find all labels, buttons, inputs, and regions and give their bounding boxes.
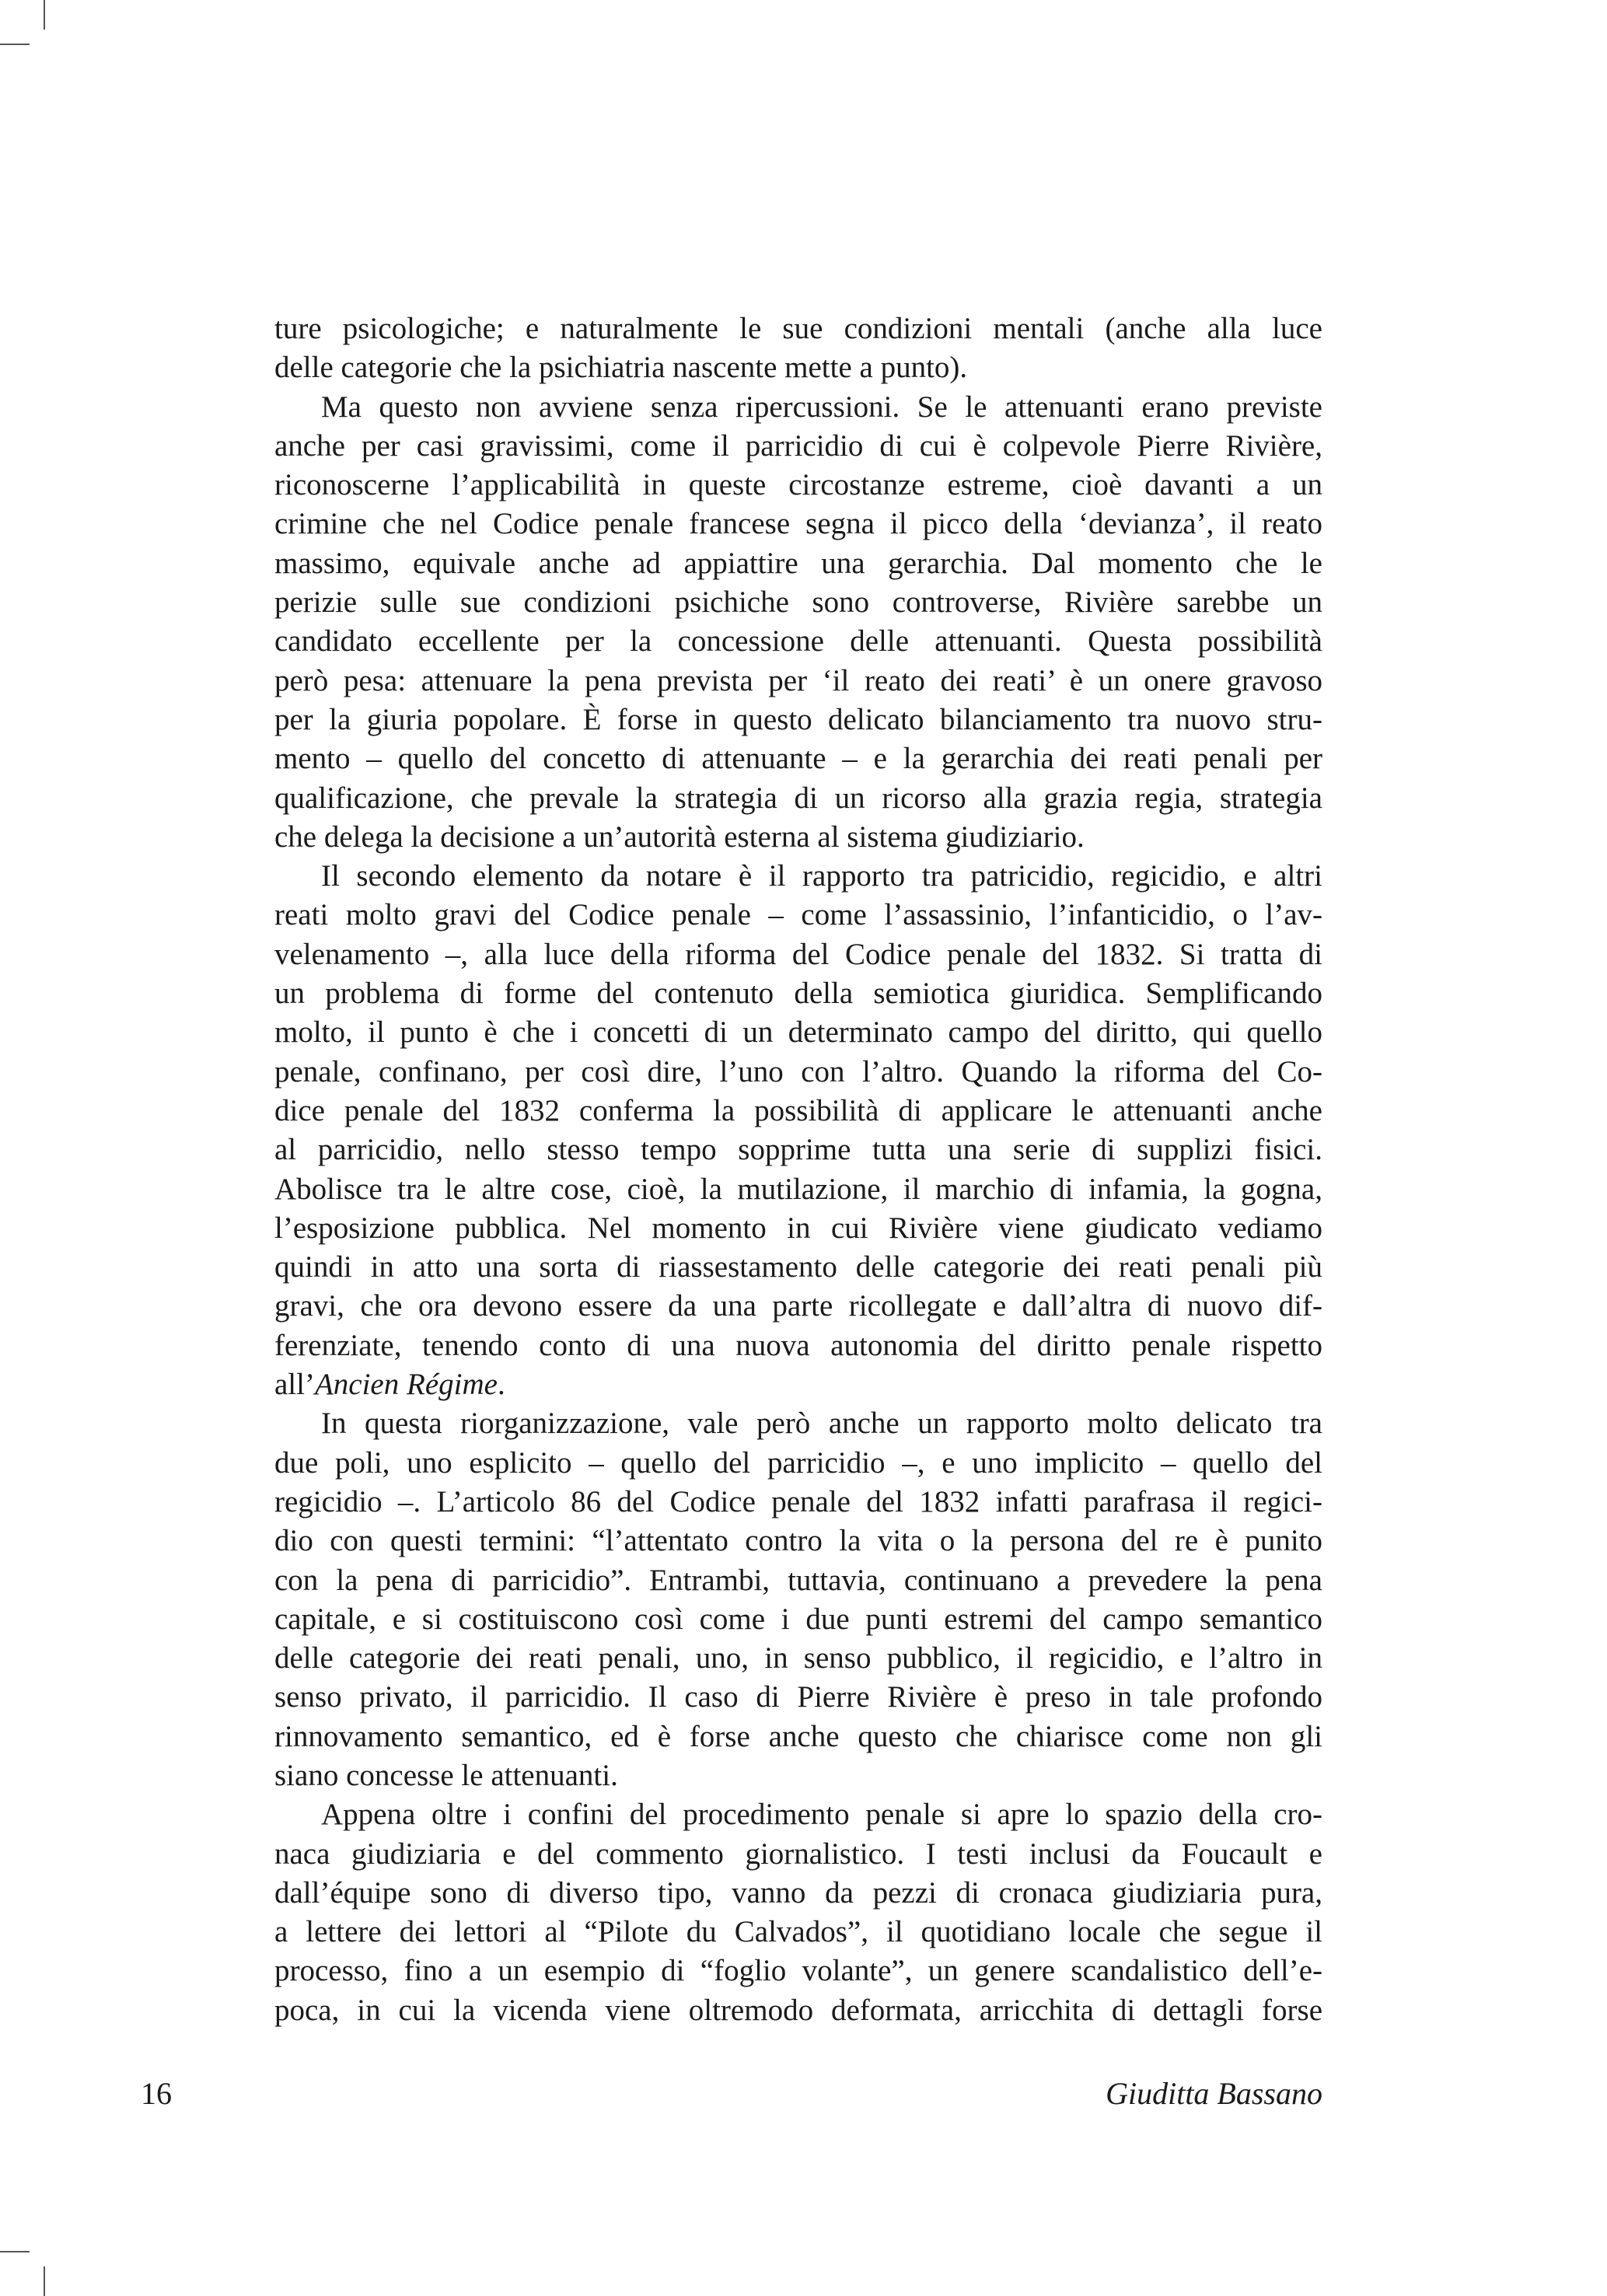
text-line — [274, 1561, 1322, 1600]
text-run: ferenziate, tenendo conto di una nuova autonomia del diritto penale rispetto — [274, 1328, 1322, 1362]
text-run: . — [497, 1368, 505, 1402]
text-line — [274, 1913, 1322, 1952]
text-line — [274, 701, 1322, 739]
text-run: reati molto gravi del Codice penale – come l’assassinio, l’infanticidio, o l’av- — [274, 898, 1322, 932]
text-line — [274, 1952, 1322, 1990]
text-run: In questa riorganizzazione, vale però anche un rapporto molto delicato tra — [321, 1407, 1322, 1441]
body-text — [274, 309, 1322, 2030]
text-line — [274, 1326, 1322, 1365]
text-run: a lettere dei lettori al “Pilote du Calvados”, il quotidiano locale che segue il — [274, 1915, 1322, 1949]
text-run: rinnovamento semantico, ed è forse anche questo che chiarisce come non gli — [274, 1719, 1322, 1753]
paragraph — [274, 857, 1322, 1404]
text-run: perizie sulle sue condizioni psichiche sono controverse, Rivière sarebbe un — [274, 585, 1322, 620]
text-run: senso privato, il parricidio. Il caso di Pierre Rivière è preso in tale profondo — [274, 1680, 1322, 1714]
text-line — [274, 1365, 1322, 1404]
text-line — [274, 583, 1322, 622]
paragraph — [274, 388, 1322, 858]
text-line — [274, 1874, 1322, 1913]
paragraph — [274, 1404, 1322, 1795]
running-footer-author: Giuditta Bassano — [1106, 2076, 1322, 2111]
text-line — [274, 896, 1322, 935]
text-run: massimo, equivale anche ad appiattire una gerarchia. Dal momento che le — [274, 546, 1322, 580]
text-run: al parricidio, nello stesso tempo sopprime tutta una serie di supplizi fisici. — [274, 1133, 1322, 1167]
italic-term: Ancien Régime — [314, 1368, 498, 1402]
text-line — [274, 1522, 1322, 1560]
text-line — [274, 1600, 1322, 1639]
text-run: Ma questo non avviene senza ripercussioni. Se le attenuanti erano previste — [321, 390, 1322, 424]
crop-mark-bottom-left-h — [0, 2251, 30, 2252]
text-run: quindi in atto una sorta di riassestamento delle categorie dei reati penali più — [274, 1250, 1322, 1284]
text-line — [274, 1483, 1322, 1522]
paragraph — [274, 309, 1322, 388]
text-run: all’ — [274, 1368, 315, 1402]
text-line — [274, 505, 1322, 543]
text-run: un problema di forme del contenuto della semiotica giuridica. Semplificando — [274, 977, 1322, 1011]
text-run: Il secondo elemento da notare è il rapporto tra patricidio, regicidio, e altri — [321, 859, 1322, 893]
text-run: candidato eccellente per la concessione delle attenuanti. Questa possibilità — [274, 624, 1322, 659]
text-run: due poli, uno esplicito – quello del parricidio –, e uno implicito – quello del — [274, 1445, 1322, 1480]
text-run: dice penale del 1832 conferma la possibilità di applicare le attenuanti anche — [274, 1093, 1322, 1127]
text-run: ture psicologiche; e naturalmente le sue condizioni mentali (anche alla luce — [274, 312, 1322, 345]
text-line — [274, 388, 1322, 427]
text-line — [274, 1678, 1322, 1717]
crop-mark-top-left — [44, 0, 45, 30]
text-line — [274, 662, 1322, 701]
text-line — [274, 348, 1322, 387]
text-line — [274, 739, 1322, 778]
text-run: naca giudiziaria e del commento giornalistico. I testi inclusi da Foucault e — [274, 1836, 1322, 1871]
text-run: poca, in cui la vicenda viene oltremodo deformata, arricchita di dettagli forse — [274, 1993, 1322, 2027]
paragraph — [274, 1795, 1322, 2030]
text-run: Abolisce tra le altre cose, cioè, la mutilazione, il marchio di infamia, la gogna, — [274, 1172, 1322, 1206]
page-number: 16 — [141, 2076, 172, 2111]
text-line — [274, 544, 1322, 583]
text-line — [274, 1718, 1322, 1756]
text-line — [274, 309, 1322, 348]
text-run: anche per casi gravissimi, come il parricidio di cui è colpevole Pierre Rivière, — [274, 428, 1322, 463]
text-run: crimine che nel Codice penale francese segna il picco della ‘devianza’, il reato — [274, 507, 1322, 541]
text-run: Appena oltre i confini del procedimento penale si apre lo spazio della cro- — [321, 1798, 1322, 1832]
text-line — [274, 818, 1322, 857]
text-line — [274, 974, 1322, 1013]
text-line — [274, 1209, 1322, 1248]
text-line — [274, 1795, 1322, 1834]
text-run: capitale, e si costituiscono così come i due punti estremi del campo semantico — [274, 1602, 1322, 1636]
text-line — [274, 1131, 1322, 1169]
text-run: però pesa: attenuare la pena prevista per ‘il reato dei reati’ è un onere gravoso — [274, 663, 1322, 697]
text-line — [274, 427, 1322, 466]
text-run: per la giuria popolare. È forse in questo delicato bilanciamento tra nuovo stru- — [274, 702, 1322, 736]
text-run: siano concesse le attenuanti. — [274, 1758, 618, 1792]
text-run: l’esposizione pubblica. Nel momento in cui Rivière viene giudicato vediamo — [274, 1211, 1322, 1245]
text-run: penale, confinano, per così dire, l’uno con l’altro. Quando la riforma del Co- — [274, 1054, 1322, 1089]
text-run: velenamento –, alla luce della riforma del Codice penale del 1832. Si tratta di — [274, 937, 1322, 971]
text-run: qualificazione, che prevale la strategia di un ricorso alla grazia regia, strategia — [274, 781, 1322, 815]
text-line — [274, 857, 1322, 896]
text-run: dio con questi termini: “l’attentato contro la vita o la persona del re è punito — [274, 1524, 1322, 1558]
text-line — [274, 935, 1322, 974]
crop-mark-bottom-left — [44, 2266, 45, 2296]
text-line — [274, 1013, 1322, 1052]
crop-mark-top-left-h — [0, 44, 30, 45]
text-run: processo, fino a un esempio di “foglio volante”, un genere scandalistico dell’e- — [274, 1954, 1322, 1988]
text-line — [274, 1639, 1322, 1678]
text-run: gravi, che ora devono essere da una parte ricollegate e dall’altra di nuovo dif- — [274, 1289, 1322, 1323]
text-run: delle categorie dei reati penali, uno, in senso pubblico, il regicidio, e l’altro in — [274, 1641, 1322, 1676]
text-line — [274, 1170, 1322, 1209]
text-line — [274, 1092, 1322, 1131]
text-line — [274, 779, 1322, 818]
text-run: mento – quello del concetto di attenuante – e la gerarchia dei reati penali per — [274, 742, 1322, 776]
text-line — [274, 1404, 1322, 1443]
text-line — [274, 1053, 1322, 1092]
text-run: regicidio –. L’articolo 86 del Codice penale del 1832 infatti parafrasa il regici- — [274, 1484, 1322, 1518]
text-line — [274, 1287, 1322, 1326]
text-line — [274, 1991, 1322, 2030]
text-line — [274, 1444, 1322, 1483]
text-line — [274, 1835, 1322, 1874]
text-line — [274, 622, 1322, 661]
text-run: molto, il punto è che i concetti di un determinato campo del diritto, qui quello — [274, 1015, 1322, 1050]
text-line — [274, 466, 1322, 505]
text-run: con la pena di parricidio”. Entrambi, tuttavia, continuano a prevedere la pena — [274, 1563, 1322, 1597]
text-run: che delega la decisione a un’autorità esterna al sistema giudiziario. — [274, 820, 1085, 854]
text-line — [274, 1756, 1322, 1795]
text-line — [274, 1248, 1322, 1287]
text-run: riconoscerne l’applicabilità in queste circostanze estreme, cioè davanti a un — [274, 468, 1322, 502]
text-run: dall’équipe sono di diverso tipo, vanno da pezzi di cronaca giudiziaria pura, — [274, 1875, 1322, 1910]
text-run: delle categorie che la psichiatria nascente mette a punto). — [274, 351, 968, 385]
